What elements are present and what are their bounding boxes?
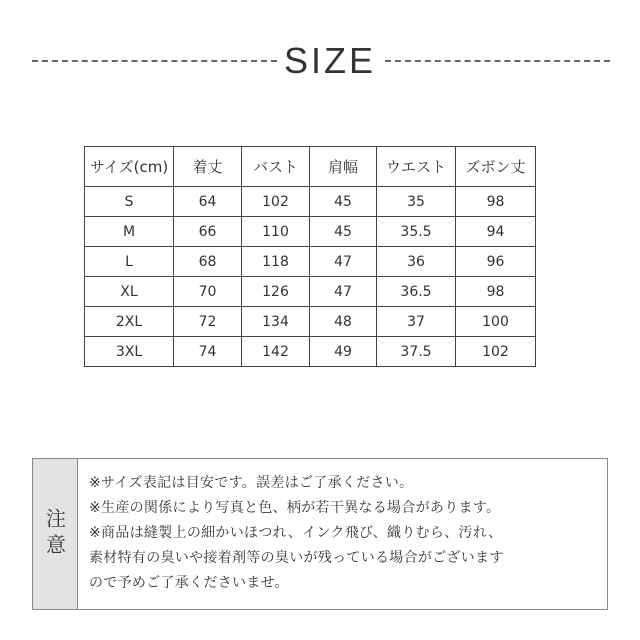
notes-text [89,471,601,596]
table-cell: 35 [377,187,456,217]
title-row [30,38,610,82]
table-cell: 47 [310,247,377,277]
table-cell: 98 [456,187,536,217]
table-cell: 74 [174,337,242,367]
table-cell: 47 [310,277,377,307]
table-row [85,337,536,367]
notes-label-panel [33,459,78,609]
table-cell: 35.5 [377,217,456,247]
table-cell: 72 [174,307,242,337]
table-cell: 100 [456,307,536,337]
table-cell: 118 [242,247,310,277]
table-cell: 68 [174,247,242,277]
table-cell: 37 [377,307,456,337]
notes-box [32,458,608,610]
table-row [85,187,536,217]
note-line: 素材特有の臭いや接着剤等の臭いが残っている場合がございます [89,550,504,566]
table-cell: 49 [310,337,377,367]
size-table-header-row [85,147,536,187]
table-cell: 45 [310,187,377,217]
title-divider-left [32,60,277,62]
table-cell: 3XL [85,337,174,367]
table-cell: 102 [242,187,310,217]
table-cell: 94 [456,217,536,247]
title-divider-right [385,60,610,62]
table-cell: 37.5 [377,337,456,367]
table-cell: XL [85,277,174,307]
header-length: 着丈 [174,147,242,187]
table-row [85,277,536,307]
table-cell: 66 [174,217,242,247]
table-row [85,247,536,277]
table-cell: M [85,217,174,247]
table-row [85,307,536,337]
table-cell: 45 [310,217,377,247]
table-cell: 2XL [85,307,174,337]
table-cell: 70 [174,277,242,307]
header-size: サイズ(cm) [85,147,174,187]
page-title: SIZE [283,40,376,81]
table-cell: 110 [242,217,310,247]
header-shoulder: 肩幅 [310,147,377,187]
table-cell: 64 [174,187,242,217]
table-cell: 48 [310,307,377,337]
table-cell: 134 [242,307,310,337]
size-table [84,146,536,367]
table-cell: S [85,187,174,217]
note-line: ※生産の関係により写真と色、柄が若干異なる場合があります。 [89,500,501,516]
header-pants-length: ズボン丈 [456,147,536,187]
note-line: ので予めご了承くださいませ。 [89,575,289,591]
table-cell: 126 [242,277,310,307]
table-cell: 96 [456,247,536,277]
table-cell: 36 [377,247,456,277]
table-cell: 36.5 [377,277,456,307]
notes-label: 注意 [42,508,67,560]
table-cell: 98 [456,277,536,307]
table-cell: L [85,247,174,277]
note-line: ※商品は縫製上の細かいほつれ、インク飛び、織りむら、汚れ、 [89,525,503,541]
note-line: ※サイズ表記は目安です。誤差はご了承ください。 [89,475,414,491]
table-cell: 142 [242,337,310,367]
header-bust: バスト [242,147,310,187]
table-row [85,217,536,247]
table-cell: 102 [456,337,536,367]
header-waist: ウエスト [377,147,456,187]
